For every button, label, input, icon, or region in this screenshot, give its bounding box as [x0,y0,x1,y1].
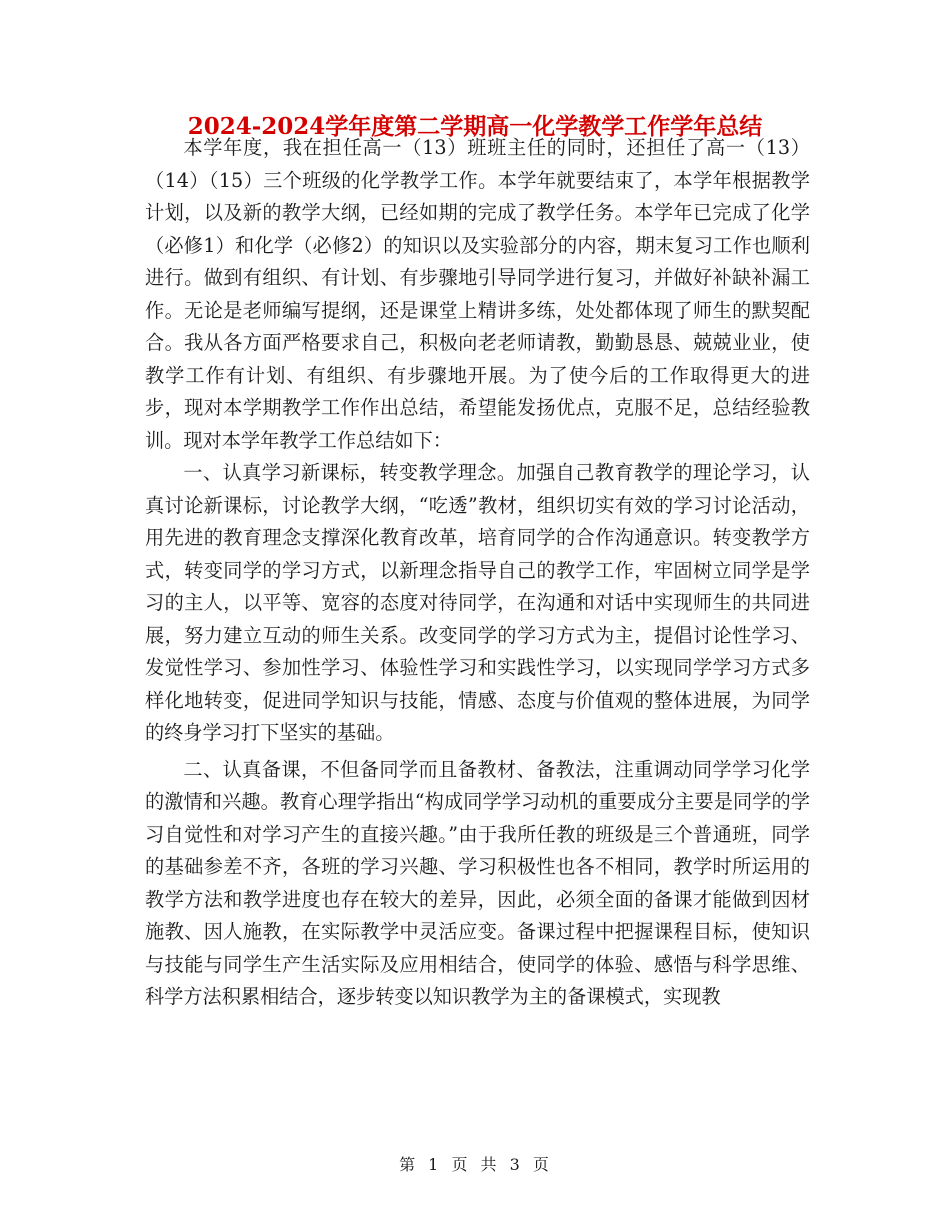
paragraph-intro: 本学年度，我在担任高一（13）班班主任的同时，还担任了高一（13）（14）（15）三个班级的化学教学工作。本学年就要结束了，本学年根据教学计划，以及新的教学大纲，已经如期的完成了教学任务。本学年已完成了化学（必修1）和化学（必修2）的知识以及实验部分的内容，期末复习工作也顺利进行。做到有组织、有计划、有步骤地引导同学进行复习，并做好补缺补漏工作。无论是老师编写提纲，还是课堂上精讲多练，处处都体现了师生的默契配合。我从各方面严格要求自己，积极向老老师请教，勤勤恳恳、兢兢业业，使教学工作有计划、有组织、有步骤地开展。为了使今后的工作取得更大的进步，现对本学期教学工作作出总结，希望能发扬优点，克服不足，总结经验教训。现对本学年教学工作总结如下： [145,136,810,452]
document-title: 2024-2024学年度第二学期高一化学教学工作学年总结 [187,113,763,140]
page-footer: 第 1 页 共 3 页 [399,1155,551,1174]
paragraph-section-1: 一、认真学习新课标，转变教学理念。加强自己教育教学的理论学习，认真讨论新课标，讨论教学大纲，“吃透”教材，组织切实有效的学习讨论活动，用先进的教育理念支撑深化教育改革，培育同学的合作沟通意识。转变教学方式，转变同学的学习方式，以新理念指导自己的教学工作，牢固树立同学是学习的主人，以平等、宽容的态度对待同学，在沟通和对话中实现师生的共同进展，努力建立互动的师生关系。改变同学的学习方式为主，提倡讨论性学习、发觉性学习、参加性学习、体验性学习和实践性学习，以实现同学学习方式多样化地转变，促进同学知识与技能，情感、态度与价值观的整体进展，为同学的终身学习打下坚实的基础。 [145,461,810,744]
document-body [145,132,810,1014]
paragraph-section-2: 二、认真备课，不但备同学而且备教材、备教法，注重调动同学学习化学的激情和兴趣。教育心理学指出“构成同学学习动机的重要成分主要是同学的学习自觉性和对学习产生的直接兴趣。”由于我所任教的班级是三个普通班，同学的基础参差不齐，各班的学习兴趣、学习积极性也各不相同，教学时所运用的教学方法和教学进度也存在较大的差异，因此，必须全面的备课才能做到因材施教、因人施教，在实际教学中灵活应变。备课过程中把握课程目标，使知识与技能与同学生产生活实际及应用相结合，使同学的体验、感悟与科学思维、科学方法积累相结合，逐步转变以知识教学为主的备课模式，实现教 [145,757,810,1008]
